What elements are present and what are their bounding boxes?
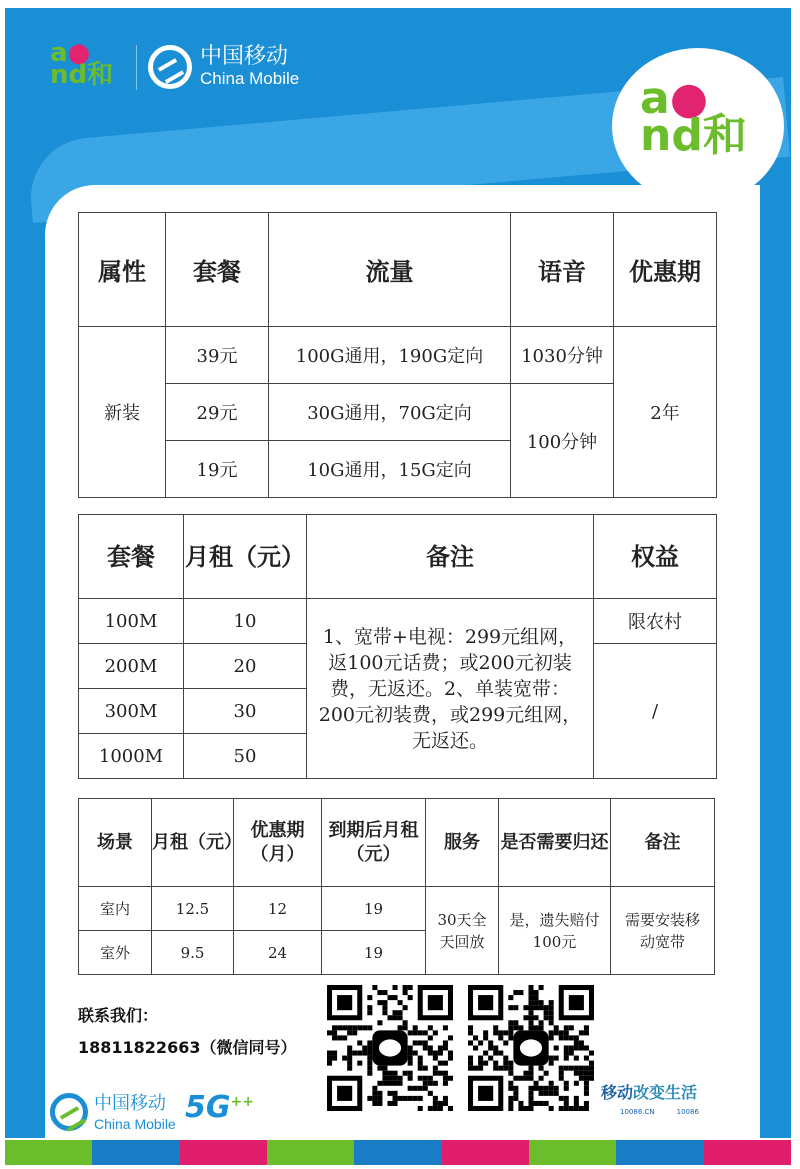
- site-label: 10086.CN: [620, 1108, 655, 1116]
- broadband-table: [78, 514, 717, 779]
- data-cell: 30G通用，70G定向: [269, 384, 511, 441]
- table-header: [79, 213, 717, 327]
- fee-cell: 50: [184, 734, 307, 779]
- contact-info: [78, 1000, 296, 1064]
- header-cell: 服务: [426, 799, 499, 887]
- note-cell: 1、宽带+电视：299元组网，返100元话费；或200元初装费，无返还。2、单装宽带：200元初装费，或299元组网，无返还。: [307, 599, 594, 779]
- data-cell: 100G通用，190G定向: [269, 327, 511, 384]
- brand-en: China Mobile: [94, 1116, 176, 1132]
- service-cell: 30天全天回放: [426, 887, 499, 975]
- fee-cell: 20: [184, 644, 307, 689]
- china-mobile-icon: [50, 1093, 88, 1131]
- period-cell: 2年: [614, 327, 717, 498]
- header-cell: 套餐: [166, 213, 269, 327]
- header-cell: 优惠期（月）: [234, 799, 322, 887]
- fee-cell: 9.5: [152, 931, 234, 975]
- slogan-part: 改变生活: [633, 1083, 698, 1102]
- slogan: [601, 1080, 697, 1103]
- voice-cell: 1030分钟: [511, 327, 614, 384]
- color-stripes: [5, 1140, 791, 1165]
- 5g-plus: ++: [230, 1094, 254, 1110]
- fee-cell: 30: [184, 689, 307, 734]
- brand-cn: 中国移动: [200, 44, 289, 69]
- plan-cell: 300M: [79, 689, 184, 734]
- logo-divider: [136, 45, 137, 90]
- brand-cn: 中国移动: [94, 1093, 166, 1114]
- header-cell: 备注: [307, 515, 594, 599]
- header-cell: 到期后月租（元）: [322, 799, 426, 887]
- slogan-part: 移动: [601, 1083, 634, 1102]
- fee-cell: 10: [184, 599, 307, 644]
- plan-cell: 1000M: [79, 734, 184, 779]
- contact-phone: 18811822663（微信同号）: [78, 1038, 297, 1057]
- china-mobile-icon: [148, 45, 192, 89]
- service-sites: [620, 1108, 699, 1116]
- header-cell: 备注: [611, 799, 715, 887]
- note-cell: 需要安装移动宽带: [611, 887, 715, 975]
- period-cell: 24: [234, 931, 322, 975]
- header-cell: 套餐: [79, 515, 184, 599]
- table-row: [79, 327, 717, 384]
- table-header: [79, 515, 717, 599]
- plan-table: [78, 212, 717, 498]
- plan-cell: 19元: [166, 441, 269, 498]
- benefit-cell: 限农村: [594, 599, 717, 644]
- and-logo-small: a● nd和: [50, 38, 114, 91]
- header-cell: 月租（元）: [184, 515, 307, 599]
- camera-table: [78, 798, 715, 975]
- plan-cell: 39元: [166, 327, 269, 384]
- plan-cell: 200M: [79, 644, 184, 689]
- table-row: [79, 599, 717, 644]
- return-cell: 是，遗失赔付100元: [499, 887, 611, 975]
- 5g-logo: [185, 1090, 254, 1125]
- voice-cell: 100分钟: [511, 384, 614, 498]
- header-cell: 是否需要归还: [499, 799, 611, 887]
- header-cell: 优惠期: [614, 213, 717, 327]
- after-fee-cell: 19: [322, 931, 426, 975]
- header-cell: 权益: [594, 515, 717, 599]
- china-mobile-logo-bottom: [50, 1092, 176, 1132]
- wechat-qr-code-1: [327, 985, 453, 1111]
- brand-en: China Mobile: [200, 69, 300, 88]
- table-row: [79, 887, 715, 931]
- and-logo-large: a● nd和: [640, 73, 747, 162]
- contact-label: 联系我们：: [78, 1006, 159, 1025]
- plan-cell: 29元: [166, 384, 269, 441]
- header-cell: 语音: [511, 213, 614, 327]
- scene-cell: 室内: [79, 887, 152, 931]
- type-cell: 新装: [79, 327, 166, 498]
- after-fee-cell: 19: [322, 887, 426, 931]
- scene-cell: 室外: [79, 931, 152, 975]
- 5g-text: 5G: [185, 1090, 231, 1125]
- plan-cell: 100M: [79, 599, 184, 644]
- header-cell: 场景: [79, 799, 152, 887]
- header-cell: 属性: [79, 213, 166, 327]
- header-cell: 流量: [269, 213, 511, 327]
- benefit-cell: /: [594, 644, 717, 779]
- fee-cell: 12.5: [152, 887, 234, 931]
- china-mobile-logo: [148, 45, 299, 89]
- site-label: 10086: [676, 1108, 699, 1116]
- period-cell: 12: [234, 887, 322, 931]
- data-cell: 10G通用，15G定向: [269, 441, 511, 498]
- wechat-qr-code-2: [468, 985, 594, 1111]
- header-cell: 月租（元）: [152, 799, 234, 887]
- table-header: [79, 799, 715, 887]
